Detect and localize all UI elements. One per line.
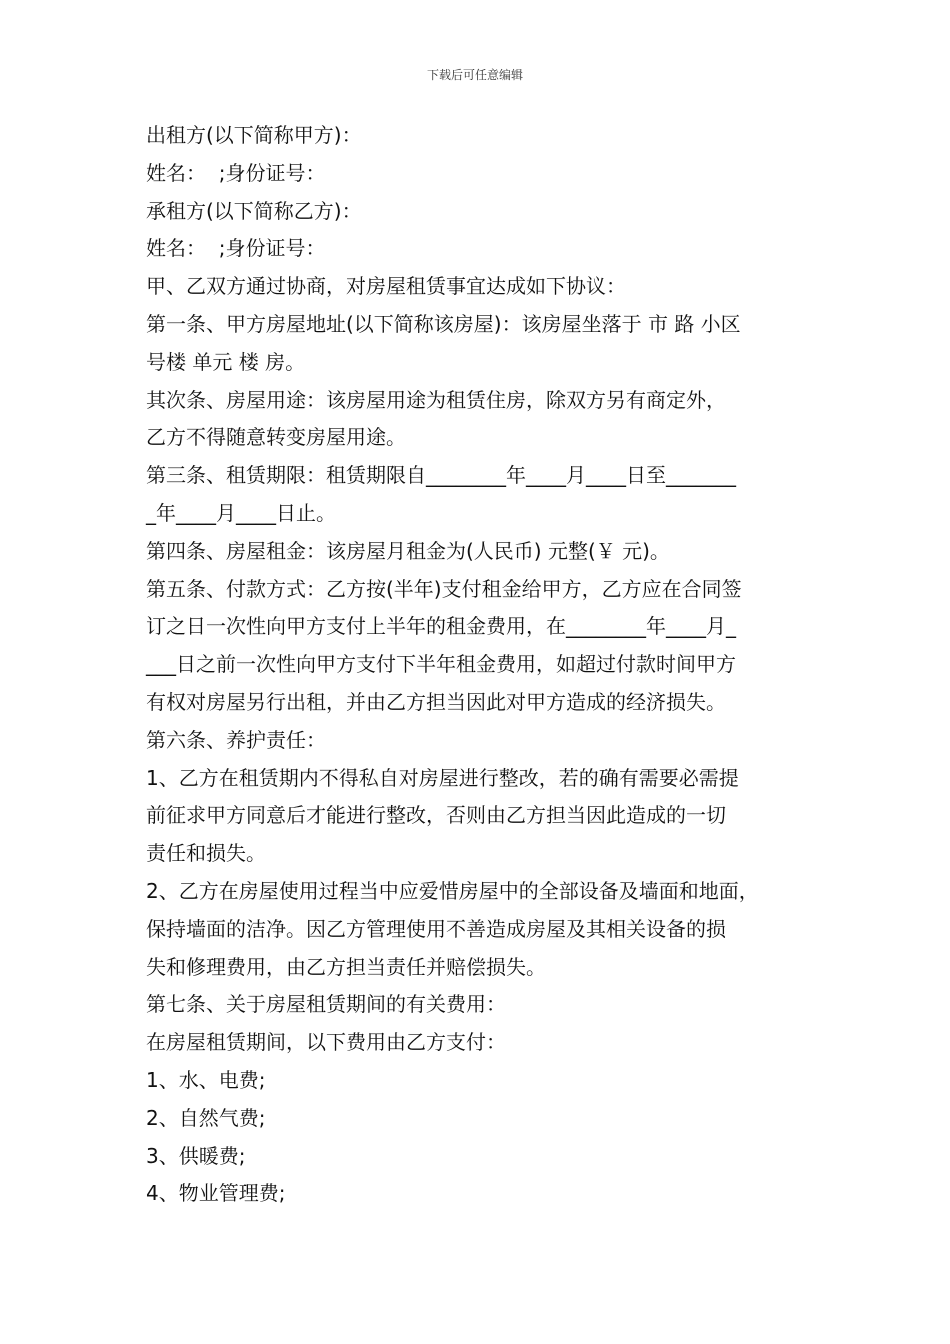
text-line: ___日之前一次性向甲方支付下半年租金费用，如超过付款时间甲方 bbox=[146, 652, 736, 677]
text-line: 2、乙方在房屋使用过程当中应爱惜房屋中的全部设备及墙面和地面， bbox=[146, 878, 759, 903]
text-line: 1、水、电费; bbox=[146, 1067, 266, 1092]
text-line: 第一条、甲方房屋地址(以下简称该房屋)：该房屋坐落于 市 路 小区 bbox=[146, 311, 741, 336]
text-line: 2、自然气费; bbox=[146, 1105, 266, 1130]
text-line: 承租方(以下简称乙方)： bbox=[146, 198, 362, 223]
text-line: 姓名： ;身份证号： bbox=[146, 160, 326, 185]
text-line: 第七条、关于房屋租赁期间的有关费用： bbox=[146, 992, 506, 1017]
document-body bbox=[146, 117, 826, 1213]
text-line: 乙方不得随意转变房屋用途。 bbox=[146, 425, 406, 450]
text-line: 第五条、付款方式：乙方按(半年)支付租金给甲方，乙方应在合同签 bbox=[146, 576, 742, 601]
text-line: 有权对房屋另行出租，并由乙方担当因此对甲方造成的经济损失。 bbox=[146, 689, 726, 714]
text-line: 出租方(以下简称甲方)： bbox=[146, 123, 362, 147]
text-line: 保持墙面的洁净。因乙方管理使用不善造成房屋及其相关设备的损 bbox=[146, 916, 726, 941]
text-line: 第四条、房屋租金：该房屋月租金为(人民币) 元整(￥ 元)。 bbox=[146, 538, 670, 563]
text-line: 4、物业管理费; bbox=[146, 1181, 286, 1206]
text-line: 号楼 单元 楼 房。 bbox=[146, 349, 306, 374]
text-line: 失和修理费用，由乙方担当责任并赔偿损失。 bbox=[146, 954, 546, 979]
text-line: 订之日一次性向甲方支付上半年的租金费用，在________年____月_ bbox=[146, 614, 736, 639]
text-line: 1、乙方在租赁期内不得私自对房屋进行整改，若的确有需要必需提 bbox=[146, 765, 739, 790]
text-line: 甲、乙双方通过协商，对房屋租赁事宜达成如下协议： bbox=[146, 274, 626, 299]
text-line: 在房屋租赁期间，以下费用由乙方支付： bbox=[146, 1030, 506, 1055]
page-header: 下载后可任意编辑 bbox=[426, 68, 523, 82]
text-line: 姓名： ;身份证号： bbox=[146, 236, 326, 261]
text-line: 前征求甲方同意后才能进行整改，否则由乙方担当因此造成的一切 bbox=[146, 803, 726, 828]
text-line: 第六条、养护责任： bbox=[146, 727, 326, 752]
text-line: 其次条、房屋用途：该房屋用途为租赁住房，除双方另有商定外， bbox=[146, 387, 726, 412]
text-line: 3、供暖费; bbox=[146, 1143, 246, 1168]
text-line: _年____月____日止。 bbox=[146, 500, 336, 525]
text-line: 第三条、租赁期限：租赁期限自________年____月____日至_______ bbox=[146, 463, 736, 488]
text-line: 责任和损失。 bbox=[146, 841, 266, 866]
